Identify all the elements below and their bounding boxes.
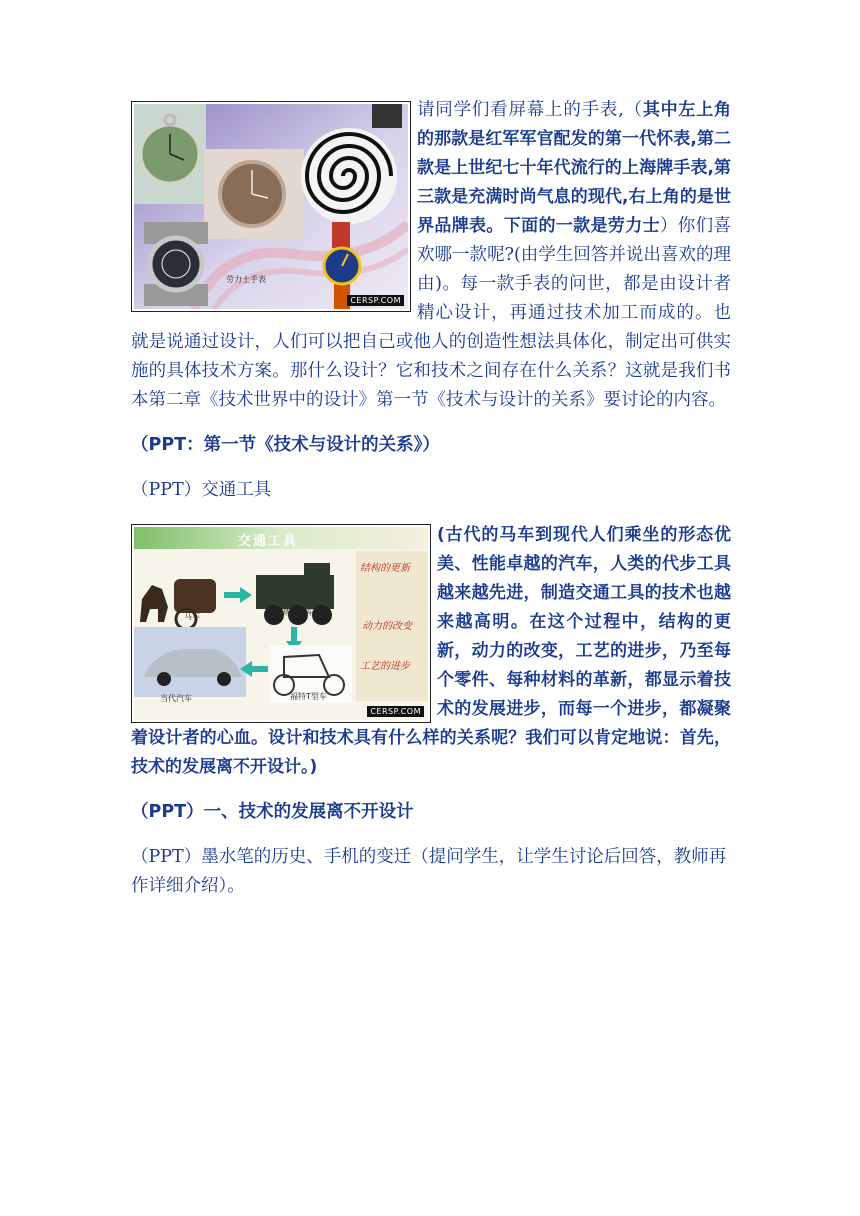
ppt-pen-line: （PPT）墨水笔的历史、手机的变迁（提问学生，让学生讨论后回答，教师再作详细介绍）。 xyxy=(131,847,727,896)
note-structure: 结构的更新 xyxy=(360,563,410,574)
transport-section xyxy=(131,521,731,782)
section-heading-2: （PPT）一、技术的发展离不开设计 xyxy=(131,802,414,822)
transport-image xyxy=(131,524,431,723)
watch-caption: 劳力士手表 xyxy=(226,275,266,284)
label-steam: 蒸气机车 xyxy=(282,608,314,617)
transport-title: 交通工具 xyxy=(238,534,299,549)
watches-image xyxy=(131,101,411,312)
image-watermark-2: CERSP.COM xyxy=(367,706,424,717)
label-ford: 福特T型车 xyxy=(290,692,327,701)
watches-illustration xyxy=(134,104,408,309)
ppt-transport-line: （PPT）交通工具 xyxy=(131,480,272,500)
image-watermark: CERSP.COM xyxy=(347,295,404,306)
document-page xyxy=(131,96,731,901)
intro-bold-text: 其中左上角的那款是红军军官配发的第一代怀表,第二款是上世纪七十年代流行的上海牌手表,第三款是充满时尚气息的现代,右上角的是世界品牌表。下面的一款是劳力士 xyxy=(417,100,732,236)
note-power: 动力的改变 xyxy=(362,621,412,632)
note-craft: 工艺的进步 xyxy=(360,661,410,672)
label-carriage: 马车 xyxy=(184,612,200,621)
intro-rest-text: ）你们喜欢哪一款呢?(由学生回答并说出喜欢的理由)。每一款手表的问世，都是由设计者精心设计，再通过技术加工而成的。也就是说通过设计，人们可以把自己或他人的创造性想法具体化，制定出可供实施的具体技术方案。那什么设计？它和技术之间存在什么关系？这就是我们书本第二章《技术世界中的设计》第一节《技术与设计的关系》要讨论的内容。 xyxy=(131,216,732,410)
intro-plain-text: 请同学们看屏幕上的手表,（ xyxy=(417,100,643,120)
section-heading-1: （PPT：第一节《技术与设计的关系》） xyxy=(131,435,440,455)
label-car: 当代汽车 xyxy=(160,694,192,703)
watches-section xyxy=(131,96,731,415)
transport-paragraph: (古代的马车到现代人们乘坐的形态优美、性能卓越的汽车，人类的代步工具越来越先进，制造交通工具的技术也越来越高明。在这个过程中，结构的更新，动力的改变，工艺的进步，乃至每个零件、每种材料的革新，都显示着技术的发展进步，而每一个进步，都凝聚着设计者的心血。设计和技术具有什么样的关系呢？我们可以肯定地说：首先，技术的发展离不开设计。) xyxy=(131,525,731,777)
